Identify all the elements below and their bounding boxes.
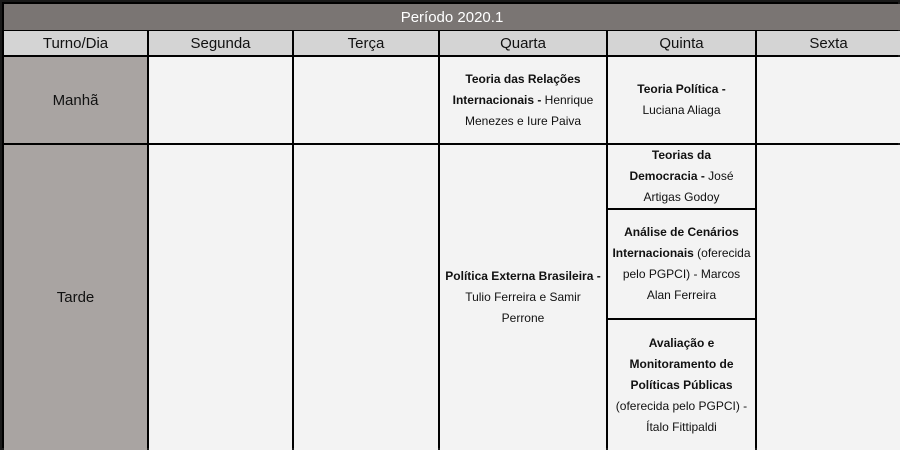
header-quarta: Quarta — [440, 31, 606, 55]
course-title: Teoria das Relações Internacionais - — [452, 71, 581, 107]
header-turno-dia: Turno/Dia — [4, 31, 147, 55]
cell-manha-segunda — [149, 57, 292, 143]
cell-tarde-quinta-2 — [608, 210, 755, 318]
shift-label-tarde: Tarde — [4, 145, 147, 450]
header-terca: Terça — [294, 31, 438, 55]
cell-tarde-quinta-1 — [608, 145, 755, 208]
cell-tarde-segunda — [149, 145, 292, 450]
course-title: Avaliação e Monitoramento de Políticas Públicas — [629, 335, 734, 392]
cell-manha-quarta — [440, 57, 606, 143]
header-sexta: Sexta — [757, 31, 900, 55]
course-title: Análise de Cenários Internacionais — [612, 225, 739, 260]
cell-manha-terca — [294, 57, 438, 143]
cell-manha-quinta — [608, 57, 755, 143]
course-title: Política Externa Brasileira - — [445, 269, 601, 283]
cell-manha-sexta — [757, 57, 900, 143]
course-title: Teorias da Democracia - — [629, 148, 712, 183]
course-title: Teoria Política - — [637, 82, 726, 96]
shift-label-manha: Manhã — [4, 57, 147, 143]
cell-tarde-quarta — [440, 145, 606, 450]
course-instructors: Luciana Aliaga — [642, 103, 721, 117]
header-segunda: Segunda — [149, 31, 292, 55]
course-instructors: (oferecida pelo PGPCI) - Marcos Alan Ferreira — [622, 246, 751, 302]
header-quinta: Quinta — [608, 31, 755, 55]
course-instructors: José Artigas Godoy — [643, 169, 734, 204]
course-instructors: (oferecida pelo PGPCI) - Ítalo Fittipaldi — [615, 398, 748, 434]
table-title: Período 2020.1 — [4, 4, 900, 30]
cell-tarde-quinta-3 — [608, 320, 755, 450]
course-instructors: Tulio Ferreira e Samir Perrone — [465, 290, 581, 325]
course-instructors: Henrique Menezes e Iure Paiva — [464, 92, 594, 128]
cell-tarde-sexta — [757, 145, 900, 450]
cell-tarde-terca — [294, 145, 438, 450]
